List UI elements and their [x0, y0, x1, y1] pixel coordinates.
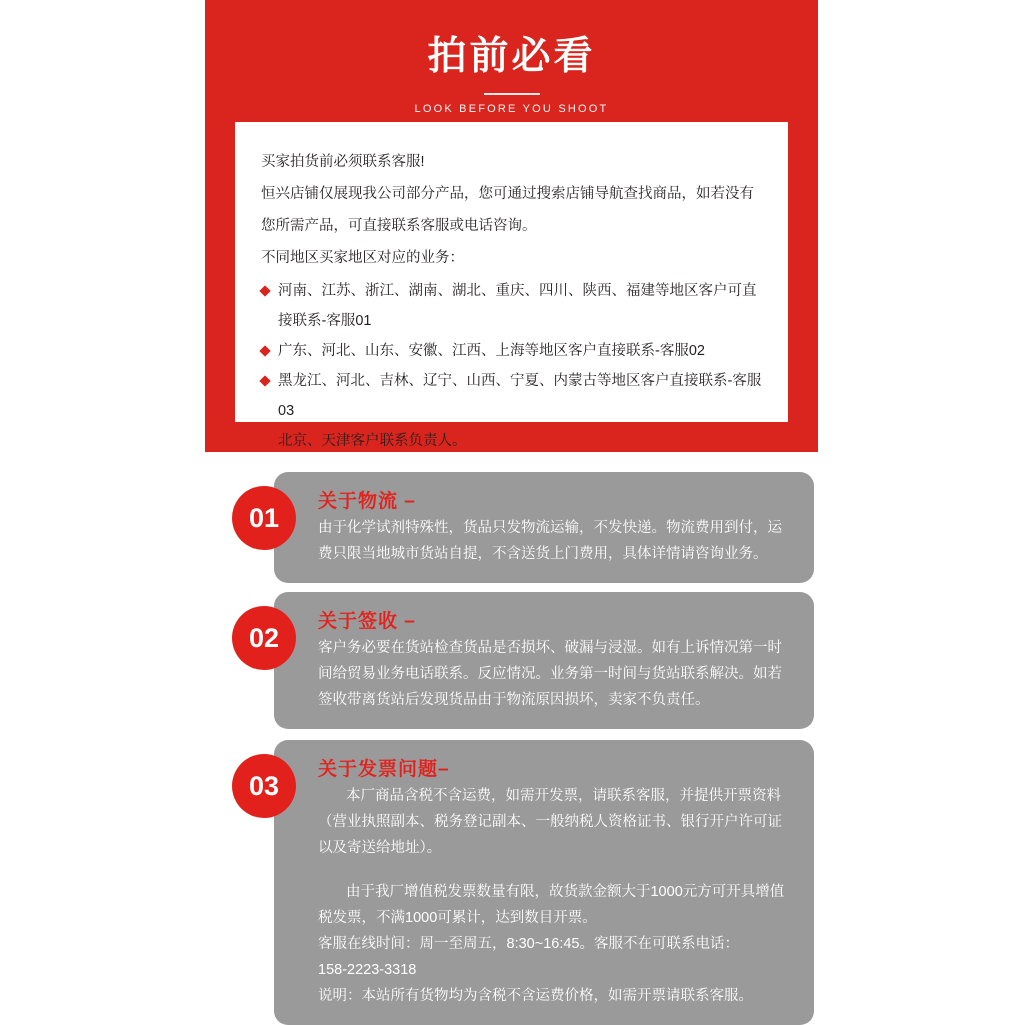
info-block-invoice	[232, 740, 814, 1025]
list-item-label: 黑龙江、河北、吉林、辽宁、山西、宁夏、内蒙古等地区客户直接联系-客服03	[278, 373, 762, 419]
banner-subtitle: LOOK BEFORE YOU SHOOT	[414, 103, 609, 115]
block-number-badge: 02	[232, 606, 296, 670]
service-phone-number: 158-2223-3318	[318, 962, 417, 978]
notice-line-1: 买家拍货前必须联系客服!	[261, 154, 425, 170]
notice-card	[235, 122, 788, 449]
banner-title: 拍前必看	[427, 35, 596, 78]
diamond-bullet-icon	[259, 285, 270, 296]
list-item-label: 河南、江苏、浙江、湖南、湖北、重庆、四川、陕西、福建等地区客户可直接联系-客服01	[278, 283, 757, 329]
notice-line-2: 恒兴店铺仅展现我公司部分产品，您可通过搜索店铺导航查找商品，如若没有您所需产品，可直接联系客服或电话咨询。	[261, 186, 754, 234]
block-paragraph: 由于我厂增值税发票数量有限，故货款金额大于1000元方可开具增值税发票，不满1000可累计，达到数目开票。	[318, 884, 785, 926]
block-paragraph: 由于化学试剂特殊性，货品只发物流运输，不发快递。物流费用到付，运费只限当地城市货站自提，不含送货上门费用，具体详情请咨询业务。	[318, 520, 782, 562]
block-panel	[274, 592, 814, 729]
notice-line-3: 不同地区买家地区对应的业务：	[261, 250, 464, 266]
block-number-badge: 01	[232, 486, 296, 550]
info-block-receiving	[232, 592, 814, 729]
diamond-bullet-icon	[259, 345, 270, 356]
banner-section	[205, 0, 818, 452]
banner-divider	[484, 93, 540, 95]
list-item	[261, 336, 762, 366]
block-panel	[274, 740, 814, 1025]
diamond-bullet-icon	[259, 375, 270, 386]
block-paragraph: 客户务必要在货站检查货品是否损坏、破漏与浸湿。如有上诉情况第一时间给贸易业务电话联系。反应情况。业务第一时间与货站联系解决。如若签收带离货站后发现货品由于物流原因损坏，卖家不负责任。	[318, 640, 782, 708]
info-block-logistics	[232, 472, 814, 583]
list-item-label: 北京、天津客户联系负责人。	[278, 433, 467, 449]
price-note-line: 说明：本站所有货物均为含税不含运费价格，如需开票请联系客服。	[318, 988, 753, 1004]
list-item	[261, 426, 762, 456]
list-item	[261, 366, 762, 426]
block-title: 关于签收 –	[318, 611, 416, 632]
block-paragraph: 本厂商品含税不含运费，如需开发票，请联系客服，并提供开票资料（营业执照副本、税务登记副本、一般纳税人资格证书、银行开户许可证以及寄送给地址）。	[318, 788, 782, 856]
block-title: 关于发票问题–	[318, 759, 450, 780]
region-bullet-list	[261, 276, 762, 456]
list-item	[261, 276, 762, 336]
service-hours-line: 客服在线时间：周一至周五，8:30~16:45。客服不在可联系电话：	[318, 936, 739, 952]
block-number-badge: 03	[232, 754, 296, 818]
list-item-label: 广东、河北、山东、安徽、江西、上海等地区客户直接联系-客服02	[278, 343, 705, 359]
block-title: 关于物流 –	[318, 491, 416, 512]
block-panel	[274, 472, 814, 583]
diamond-bullet-icon	[259, 435, 270, 446]
